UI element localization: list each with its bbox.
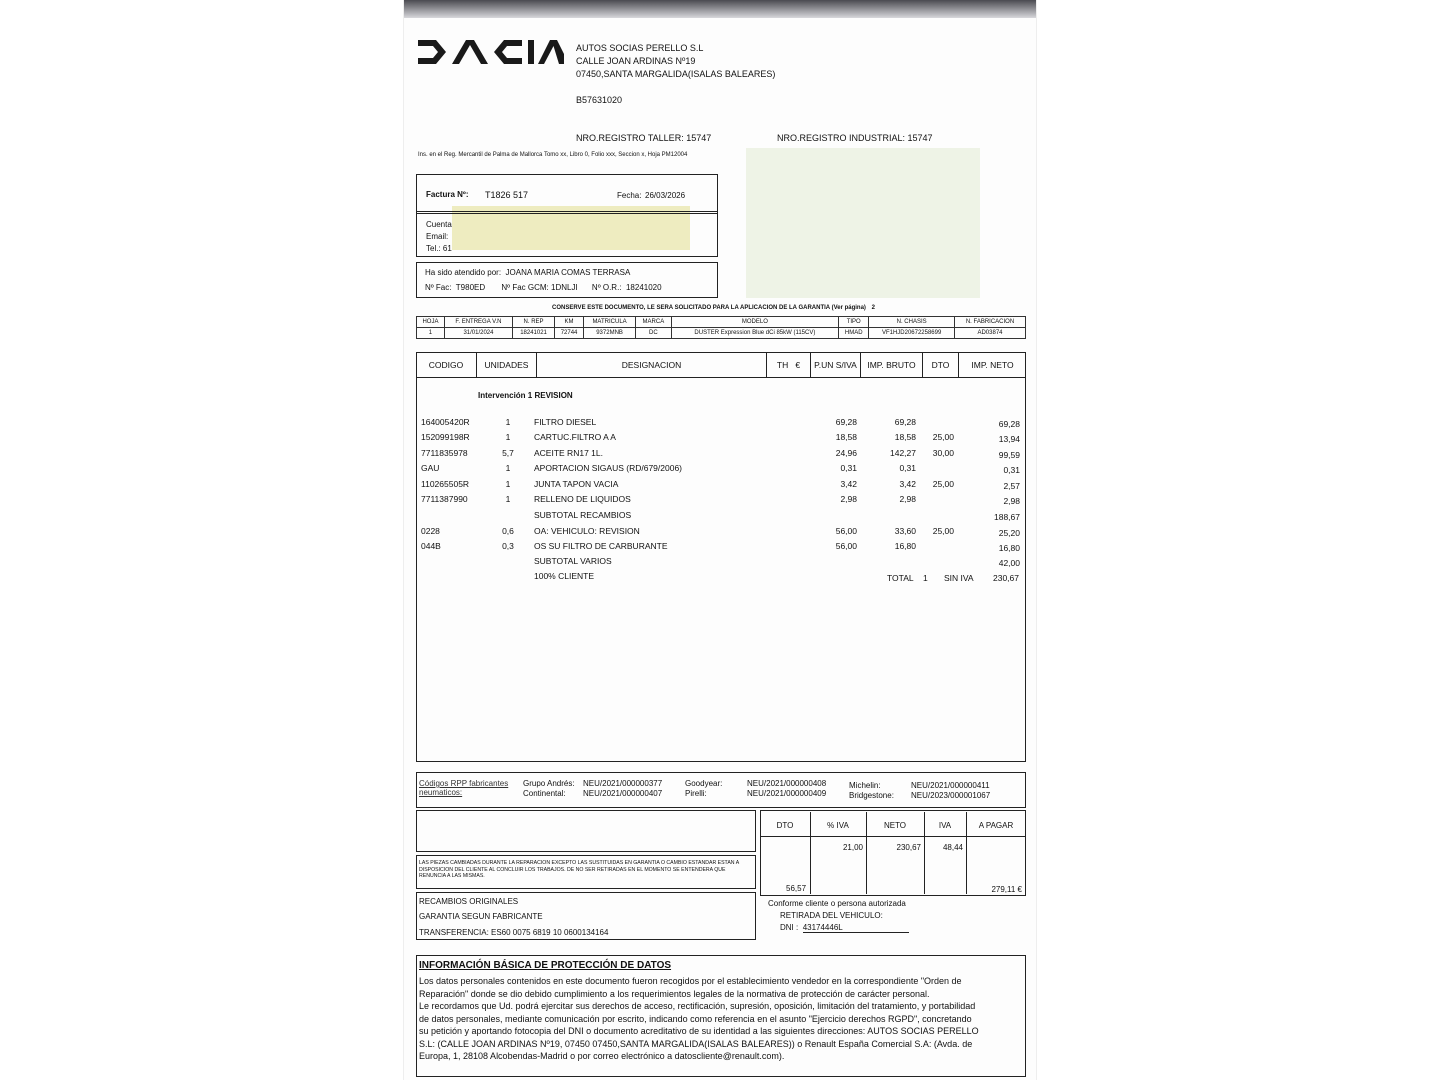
totals-iva-pct: 21,00 — [842, 843, 863, 852]
line-discount: 25,00 — [932, 479, 954, 489]
privacy-line: Le recordamos que Ud. podrá ejercitar sus derechos de acceso, rectificación, supresión, oposición, limitación del tratamiento, y portabilidad — [419, 1001, 976, 1011]
factura-label: Factura Nº: — [426, 190, 469, 199]
line-code: 7711835978 — [421, 448, 468, 458]
total-n: 1 — [923, 573, 928, 583]
tyre-codes-box — [416, 772, 1026, 808]
transferencia-iban: TRANSFERENCIA: ES60 0075 6819 10 0600134164 — [419, 928, 609, 937]
privacy-box — [416, 955, 1026, 1077]
vehicle-header-cell: N. CHASIS — [869, 317, 955, 328]
line-units: 1 — [505, 417, 511, 427]
email-label: Email: — [426, 232, 449, 241]
retirada-line1: Conforme cliente o persona autorizada — [768, 899, 906, 908]
line-description: JUNTA TAPON VACIA — [534, 479, 619, 489]
tyre-rpp-code: NEU/2023/000001067 — [911, 791, 991, 800]
company-address — [576, 42, 775, 81]
privacy-title: INFORMACIÓN BÁSICA DE PROTECCIÓN DE DATOS — [419, 960, 672, 971]
nor-label: Nº O.R.: — [591, 283, 622, 292]
privacy-line: Reparación" donde se dio debido cumplimiento a los requerimientos legales de la normativa de protección de carácter personal. — [419, 988, 930, 999]
col-dto: DTO — [922, 353, 958, 377]
retirada-line2: RETIRADA DEL VEHICULO: — [780, 911, 883, 920]
redaction-patch-customer — [746, 148, 980, 298]
tel-label-text: Tel.: — [426, 244, 441, 253]
line-gross: 3,42 — [899, 479, 916, 489]
line-description: FILTRO DIESEL — [534, 417, 597, 427]
line-units: 0,3 — [502, 541, 514, 551]
line-unit-price: 18,58 — [835, 432, 857, 442]
registro-industrial-label: NRO.REGISTRO INDUSTRIAL: — [777, 133, 906, 143]
line-unit-price: 24,96 — [835, 448, 857, 458]
tel-label — [426, 244, 452, 253]
vehicle-value-cell: VF1HJD20672258699 — [869, 328, 955, 339]
line-net: 42,00 — [998, 558, 1020, 568]
totals-divider — [760, 836, 1026, 837]
tyre-title-line2: neumaticos: — [419, 788, 463, 797]
line-description: CARTUC.FILTRO A A — [534, 432, 616, 442]
totals-h-pct-iva: % IVA — [827, 821, 849, 830]
col-th — [766, 353, 810, 377]
vehicle-table-values — [417, 328, 1026, 339]
conserve-text: CONSERVE ESTE DOCUMENTO, LE SERA SOLICITADO PARA LA APLICACION DE LA GARANTIA (Ver página) — [552, 305, 866, 311]
vehicle-header-cell: TIPO — [839, 317, 869, 328]
dni-label: DNI : — [780, 923, 799, 932]
recambios-originales: RECAMBIOS ORIGINALES — [419, 897, 519, 906]
legal-piezas-text: LAS PIEZAS CAMBIADAS DURANTE LA REPARACION EXCEPTO LAS SUSTITUIDAS EN GARANTIA O CAMBIO ESTANDAR ESTAN A DISPOSICION DEL CLIENTE AL CONCLUIR LOS TRABAJOS. DE NO SER RETIRADAS EN EL MOMENTO SE ENTENDERA QUE RENUNCIA A LAS MISMAS. — [419, 860, 739, 879]
line-unit-price: 56,00 — [835, 541, 857, 551]
line-net: 2,57 — [1003, 481, 1020, 491]
line-units: 5,7 — [502, 448, 514, 458]
intervention-title: Intervención 1 REVISION — [478, 391, 573, 400]
vehicle-value-cell: 31/01/2024 — [444, 328, 512, 339]
line-gross: 16,80 — [894, 541, 916, 551]
legal-piezas-box — [416, 855, 756, 889]
tyre-rpp-code: NEU/2021/000000411 — [911, 781, 990, 790]
nfac-gcm-value: 1DNLJI — [551, 283, 578, 292]
tyre-brand: Bridgestone: — [849, 791, 894, 800]
registro-taller-label: NRO.REGISTRO TALLER: — [576, 133, 684, 143]
vehicle-header-cell: F. ENTREGA V.N — [444, 317, 512, 328]
line-units: 1 — [505, 494, 511, 504]
registro-industrial-value: 15747 — [907, 133, 933, 143]
line-units: 1 — [505, 432, 511, 442]
col-designacion: DESIGNACION — [536, 353, 766, 377]
line-net: 0,31 — [1003, 465, 1020, 475]
line-code: 110265505R — [421, 479, 470, 489]
line-units: 1 — [505, 479, 511, 489]
company-cif: B57631020 — [576, 95, 623, 105]
line-description: SUBTOTAL VARIOS — [534, 556, 612, 566]
line-net: 99,59 — [998, 450, 1020, 460]
tyre-rpp-code: NEU/2021/000000407 — [583, 789, 663, 798]
vehicle-value-cell: 72744 — [555, 328, 584, 339]
vehicle-value-cell: HMAD — [839, 328, 869, 339]
col-eur-label: € — [795, 360, 801, 370]
line-discount: 25,00 — [932, 432, 954, 442]
nfac-row — [425, 283, 662, 292]
tyre-brand: Goodyear: — [685, 779, 723, 788]
vehicle-header-cell: N. FABRICACION — [954, 317, 1025, 328]
dacia-logo — [416, 36, 566, 73]
line-code: 7711387990 — [421, 494, 468, 504]
notes-box — [416, 810, 756, 852]
line-net: 13,94 — [998, 434, 1020, 444]
total-label: TOTAL — [887, 573, 914, 583]
totals-a-pagar: 279,11 € — [991, 885, 1022, 894]
total-value: 230,67 — [993, 573, 1019, 583]
line-discount: 25,00 — [932, 526, 954, 536]
line-net: 25,20 — [998, 528, 1020, 538]
factura-number: T1826 517 — [485, 190, 529, 200]
invoice-number-box — [416, 174, 718, 214]
vehicle-table — [416, 316, 1026, 339]
totals-h-dto: DTO — [776, 821, 794, 830]
privacy-line: Los datos personales contenidos en este documento fueron recogidos por el establecimiento vendedor en la correspondiente "Orden de — [419, 976, 962, 986]
cuenta-label: Cuenta — [426, 220, 452, 229]
registro-industrial — [777, 133, 933, 143]
tyre-rpp-code: NEU/2021/000000409 — [747, 789, 827, 798]
tyre-brand: Grupo Andrés: — [523, 779, 575, 788]
line-description: RELLENO DE LIQUIDOS — [534, 494, 631, 504]
line-gross: 142,27 — [890, 448, 916, 458]
registro-taller-value: 15747 — [686, 133, 712, 143]
tyre-rpp-code: NEU/2021/000000377 — [583, 779, 663, 788]
col-th-label: TH — [776, 360, 789, 370]
privacy-line: Europa, 1, 28108 Alcobendas-Madrid o por correo electrónico a datoscliente@renault.com). — [419, 1051, 785, 1061]
line-gross: 0,31 — [899, 463, 916, 473]
tyre-brand: Michelin: — [849, 781, 881, 790]
service-box — [416, 262, 718, 298]
col-pun: P.UN S/IVA — [810, 353, 860, 377]
invoice-page — [404, 0, 1036, 1080]
customer-contact-box — [416, 211, 718, 257]
vehicle-table-header — [417, 317, 1026, 328]
line-gross: 69,28 — [894, 417, 916, 427]
dni-value: 43174446L — [803, 923, 909, 933]
vehicle-header-cell: N. REP — [512, 317, 554, 328]
line-gross: 33,60 — [894, 526, 916, 536]
vehicle-header-cell: HOJA — [417, 317, 445, 328]
line-net: 69,28 — [998, 419, 1020, 429]
col-codigo: CODIGO — [428, 360, 464, 370]
line-units: 0,6 — [502, 526, 514, 536]
line-gross: 18,58 — [894, 432, 916, 442]
privacy-line: de datos personales, mediante comunicación por escrito, indicando como referencia en el asunto "Ejercicio derechos RGPD", concretando — [419, 1013, 972, 1024]
line-description: ACEITE RN17 1L. — [534, 448, 603, 458]
col-bruto: IMP. BRUTO — [860, 353, 922, 377]
registro-taller — [576, 133, 711, 143]
line-description: OS SU FILTRO DE CARBURANTE — [534, 541, 668, 551]
vehicle-header-cell: KM — [555, 317, 584, 328]
tyre-brand: Pirelli: — [685, 789, 707, 798]
col-neto: IMP. NETO — [958, 353, 1026, 377]
nfac-value: T980ED — [455, 283, 486, 292]
company-street: CALLE JOAN ARDINAS Nº19 — [576, 56, 696, 66]
header-divider — [416, 377, 1026, 378]
retirada-dni-row — [780, 923, 909, 932]
line-description: SUBTOTAL RECAMBIOS — [534, 510, 632, 520]
col-unidades: UNIDADES — [476, 353, 536, 377]
tyre-title-line1: Códigos RPP fabricantes — [419, 779, 509, 788]
atendido-label: Ha sido atendido por: — [425, 268, 502, 277]
vehicle-value-cell: 9372MNB — [583, 328, 635, 339]
registro-mercantil: Ins. en el Reg. Mercantil de Palma de Mallorca Tomo xx, Libro 0, Folio xxx, Seccion x, Hoja PM12004 — [418, 152, 688, 158]
footer-left-box — [416, 892, 756, 940]
line-net: 2,98 — [1003, 496, 1020, 506]
line-discount: 30,00 — [932, 448, 954, 458]
line-gross: 2,98 — [899, 494, 916, 504]
totals-iva: 48,44 — [942, 843, 963, 852]
vehicle-value-cell: DC — [636, 328, 671, 339]
vehicle-value-cell: DUSTER Expression Blue dCi 85kW (115CV) — [671, 328, 839, 339]
nfac-gcm-label: Nº Fac GCM: — [501, 283, 549, 292]
vehicle-value-cell: 18241021 — [512, 328, 554, 339]
privacy-line: su petición y aportando fotocopia del DNI o documento acreditativo de su identidad a las siguientes direcciones: AUTOS SOCIAS PERELLO — [419, 1026, 979, 1036]
fecha-value: 26/03/2026 — [645, 191, 686, 200]
totals-dto: 56,57 — [786, 884, 807, 893]
line-unit-price: 69,28 — [835, 417, 857, 427]
nfac-label: Nº Fac: — [425, 283, 452, 292]
company-name: AUTOS SOCIAS PERELLO S.L — [576, 43, 704, 53]
line-code: 0228 — [421, 526, 440, 536]
vehicle-header-cell: MODELO — [671, 317, 839, 328]
line-code: 152099198R — [421, 432, 470, 442]
privacy-line: S.L: (CALLE JOAN ARDINAS Nº19, 07450 07450,SANTA MARGALIDA(ISALAS BALEARES)) o Renault España Comercial S.A: (Avda. de — [419, 1038, 973, 1049]
line-code: GAU — [421, 463, 440, 473]
tyre-rpp-code: NEU/2021/000000408 — [747, 779, 827, 788]
nor-value: 18241020 — [625, 283, 662, 292]
line-net: 16,80 — [998, 543, 1020, 553]
totals-h-neto: NETO — [883, 821, 907, 830]
line-unit-price: 2,98 — [840, 494, 857, 504]
line-description: APORTACION SIGAUS (RD/679/2006) — [534, 463, 683, 473]
totals-h-a-pagar: A PAGAR — [978, 821, 1014, 830]
garantia-fabricante: GARANTIA SEGUN FABRICANTE — [419, 912, 543, 921]
totals-neto: 230,67 — [896, 843, 921, 852]
vehicle-value-cell: AD03874 — [954, 328, 1025, 339]
line-unit-price: 3,42 — [840, 479, 857, 489]
scan-top-edge — [404, 0, 1036, 18]
vehicle-value-cell: 1 — [417, 328, 445, 339]
line-unit-price: 0,31 — [840, 463, 857, 473]
total-iva-label: SIN IVA — [944, 573, 974, 583]
atendido-row — [425, 268, 630, 277]
company-city: 07450,SANTA MARGALIDA(ISALAS BALEARES) — [576, 69, 776, 79]
vehicle-header-cell: MATRICULA — [583, 317, 635, 328]
totals-h-iva: IVA — [938, 821, 952, 830]
cliente-line: 100% CLIENTE — [534, 571, 594, 581]
line-units: 1 — [505, 463, 511, 473]
privacy-text — [419, 975, 979, 1063]
line-code: 164005420R — [421, 417, 470, 427]
conserve-page: 2 — [871, 305, 875, 311]
line-description: OA: VEHICULO: REVISION — [534, 526, 640, 536]
line-code: 044B — [421, 541, 441, 551]
tel-value-partial: 61 — [442, 244, 452, 253]
atendido-value: JOANA MARIA COMAS TERRASA — [505, 268, 631, 277]
vehicle-header-cell: MARCA — [636, 317, 671, 328]
tyre-brand: Continental: — [523, 789, 566, 798]
tyre-codes-title — [419, 779, 508, 797]
fecha-label: Fecha: — [617, 191, 642, 200]
line-net: 188,67 — [994, 512, 1020, 522]
conserve-notice — [552, 305, 875, 311]
line-unit-price: 56,00 — [835, 526, 857, 536]
